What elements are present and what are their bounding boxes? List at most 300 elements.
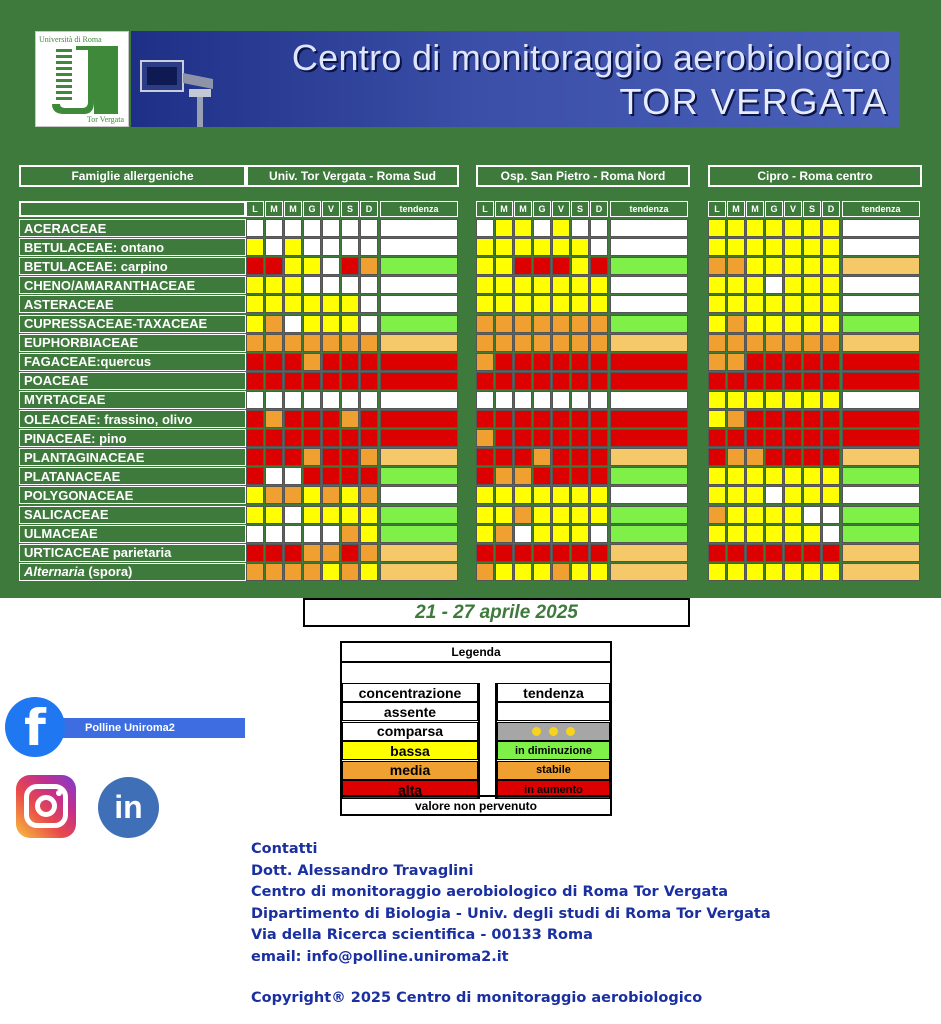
level-row [476, 506, 688, 524]
level-cell [822, 219, 840, 237]
level-cell [246, 486, 264, 504]
level-cell [246, 295, 264, 313]
level-cell [533, 486, 551, 504]
level-row [476, 391, 688, 409]
family-name: CUPRESSACEAE-TAXACEAE [24, 316, 208, 331]
trend-cell [842, 448, 920, 466]
level-cell [571, 467, 589, 485]
level-cell [303, 429, 321, 447]
level-cell [552, 544, 570, 562]
level-row [476, 448, 688, 466]
level-cell [360, 219, 378, 237]
level-cell [727, 315, 745, 333]
level-cell [784, 410, 802, 428]
day-header: L [476, 201, 494, 217]
level-cell [514, 563, 532, 581]
level-row [476, 410, 688, 428]
legend-level: media [342, 761, 478, 780]
family-name: POLYGONACEAE [24, 487, 134, 503]
level-cell [708, 544, 726, 562]
level-cell [571, 525, 589, 543]
day-header-row [476, 201, 688, 217]
level-cell [246, 467, 264, 485]
level-row [476, 276, 688, 294]
level-cell [571, 391, 589, 409]
level-cell [284, 315, 302, 333]
level-cell [822, 525, 840, 543]
level-cell [727, 506, 745, 524]
level-row [708, 372, 920, 390]
trend-cell [842, 372, 920, 390]
family-row-label [19, 467, 246, 485]
level-row [246, 372, 458, 390]
level-cell [303, 334, 321, 352]
level-cell [495, 486, 513, 504]
level-cell [822, 486, 840, 504]
level-cell [571, 372, 589, 390]
level-cell [784, 486, 802, 504]
level-cell [284, 525, 302, 543]
level-row [708, 295, 920, 313]
level-cell [514, 295, 532, 313]
trend-cell [842, 257, 920, 275]
level-cell [552, 410, 570, 428]
level-cell [341, 238, 359, 256]
contacts-heading: Contatti [251, 841, 318, 857]
family-name: ASTERACEAE [24, 296, 114, 312]
day-header: G [533, 201, 551, 217]
level-cell [803, 467, 821, 485]
level-cell [533, 448, 551, 466]
level-cell [322, 334, 340, 352]
level-cell [284, 410, 302, 428]
facebook-link[interactable]: Polline Uniroma2 [60, 718, 245, 738]
level-cell [552, 563, 570, 581]
level-row [246, 295, 458, 313]
level-cell [360, 372, 378, 390]
level-cell [765, 276, 783, 294]
level-cell [495, 276, 513, 294]
trend-header: tendenza [610, 201, 688, 217]
level-cell [784, 334, 802, 352]
level-cell [341, 448, 359, 466]
day-header: G [303, 201, 321, 217]
level-cell [360, 353, 378, 371]
trend-cell [842, 486, 920, 504]
level-cell [476, 295, 494, 313]
level-cell [514, 506, 532, 524]
level-cell [708, 391, 726, 409]
copyright: Copyright® 2025 Centro di monitoraggio aerobiologico [251, 990, 703, 1006]
level-cell [360, 391, 378, 409]
level-cell [708, 448, 726, 466]
level-cell [284, 257, 302, 275]
level-cell [360, 276, 378, 294]
level-cell [265, 257, 283, 275]
trend-cell [610, 486, 688, 504]
level-row [708, 544, 920, 562]
level-cell [727, 544, 745, 562]
legend-level: assente [342, 702, 478, 721]
level-cell [746, 429, 764, 447]
level-cell [590, 525, 608, 543]
level-row [708, 410, 920, 428]
level-cell [708, 525, 726, 543]
level-cell [727, 467, 745, 485]
level-cell [514, 410, 532, 428]
level-cell [322, 238, 340, 256]
trend-cell [610, 353, 688, 371]
level-cell [590, 334, 608, 352]
level-cell [495, 563, 513, 581]
level-cell [746, 506, 764, 524]
level-row [246, 410, 458, 428]
level-cell [765, 353, 783, 371]
level-cell [303, 372, 321, 390]
trend-cell [610, 372, 688, 390]
trend-cell [380, 219, 458, 237]
level-cell [571, 315, 589, 333]
level-cell [803, 372, 821, 390]
level-cell [495, 372, 513, 390]
level-cell [360, 295, 378, 313]
day-header: V [322, 201, 340, 217]
level-row [476, 219, 688, 237]
level-cell [341, 391, 359, 409]
level-cell [784, 315, 802, 333]
level-cell [784, 276, 802, 294]
level-cell [784, 238, 802, 256]
level-cell [727, 257, 745, 275]
level-row [476, 563, 688, 581]
title-banner [131, 31, 900, 127]
level-cell [495, 334, 513, 352]
family-row-label [19, 486, 246, 504]
level-cell [784, 257, 802, 275]
legend-trend [497, 761, 610, 780]
level-cell [533, 219, 551, 237]
level-row [708, 429, 920, 447]
level-row [708, 563, 920, 581]
trend-cell [380, 257, 458, 275]
level-cell [708, 238, 726, 256]
family-row-label [19, 525, 246, 543]
trend-cell [610, 315, 688, 333]
level-cell [322, 372, 340, 390]
level-cell [495, 391, 513, 409]
level-cell [590, 257, 608, 275]
level-cell [803, 410, 821, 428]
legend-trend-label: in diminuzione [515, 744, 592, 757]
level-row [246, 563, 458, 581]
level-cell [590, 353, 608, 371]
level-cell [822, 257, 840, 275]
level-cell [476, 467, 494, 485]
family-name: CHENO/AMARANTHACEAE [24, 277, 196, 293]
level-cell [765, 506, 783, 524]
day-header: S [341, 201, 359, 217]
level-cell [284, 238, 302, 256]
level-row [708, 467, 920, 485]
level-row [246, 353, 458, 371]
trend-cell [380, 486, 458, 504]
level-cell [322, 295, 340, 313]
level-cell [765, 391, 783, 409]
legend-level: comparsa [342, 722, 478, 741]
level-cell [495, 429, 513, 447]
family-name-suffix: (spora) [84, 564, 133, 580]
level-cell [803, 544, 821, 562]
level-row [708, 525, 920, 543]
level-cell [514, 219, 532, 237]
level-cell [360, 563, 378, 581]
level-cell [784, 219, 802, 237]
level-cell [765, 238, 783, 256]
level-cell [822, 467, 840, 485]
level-cell [571, 410, 589, 428]
level-cell [571, 238, 589, 256]
level-cell [765, 372, 783, 390]
level-cell [533, 353, 551, 371]
level-cell [803, 429, 821, 447]
level-cell [552, 448, 570, 466]
level-cell [476, 315, 494, 333]
families-header: Famiglie allergeniche [19, 165, 246, 187]
level-cell [246, 429, 264, 447]
day-header: M [284, 201, 302, 217]
level-cell [265, 525, 283, 543]
family-row-label [19, 353, 246, 371]
level-cell [284, 429, 302, 447]
trend-cell [610, 334, 688, 352]
trend-cell [610, 219, 688, 237]
station-header-1: Univ. Tor Vergata - Roma Sud [246, 165, 459, 187]
facebook-icon[interactable]: f [5, 697, 65, 757]
level-cell [514, 353, 532, 371]
day-header: M [514, 201, 532, 217]
level-row [708, 506, 920, 524]
level-cell [476, 563, 494, 581]
level-row [246, 257, 458, 275]
level-cell [360, 544, 378, 562]
family-name: BETULACEAE: ontano [24, 239, 165, 255]
level-cell [495, 238, 513, 256]
family-name: ACERACEAE [24, 220, 107, 236]
level-cell [495, 219, 513, 237]
level-row [476, 238, 688, 256]
families-subheader [19, 201, 246, 217]
level-row [246, 544, 458, 562]
level-cell [322, 410, 340, 428]
level-cell [322, 544, 340, 562]
day-header: D [360, 201, 378, 217]
level-cell [765, 315, 783, 333]
level-cell [571, 257, 589, 275]
banner-title-line2: TOR VERGATA [619, 81, 888, 122]
level-row [246, 315, 458, 333]
trend-header: tendenza [380, 201, 458, 217]
level-cell [341, 219, 359, 237]
level-cell [322, 315, 340, 333]
level-cell [303, 353, 321, 371]
level-cell [514, 238, 532, 256]
legend-level: alta [342, 780, 478, 799]
family-name: ULMACEAE [24, 526, 98, 542]
level-cell [476, 353, 494, 371]
family-row-label [19, 372, 246, 390]
level-cell [746, 391, 764, 409]
family-row-label [19, 238, 246, 256]
level-row [708, 219, 920, 237]
level-cell [303, 486, 321, 504]
level-cell [284, 219, 302, 237]
level-cell [265, 410, 283, 428]
linkedin-icon[interactable]: in [98, 777, 159, 838]
level-cell [303, 544, 321, 562]
level-cell [571, 353, 589, 371]
level-cell [476, 506, 494, 524]
legend-footer: valore non pervenuto [342, 795, 610, 814]
contact-address: Via della Ricerca scientifica - 00133 Roma [251, 927, 593, 943]
level-row [476, 544, 688, 562]
level-cell [784, 448, 802, 466]
level-cell [571, 295, 589, 313]
family-row-label [19, 563, 246, 581]
level-cell [533, 334, 551, 352]
level-cell [533, 372, 551, 390]
level-cell [246, 372, 264, 390]
level-cell [727, 525, 745, 543]
trend-cell [842, 563, 920, 581]
level-cell [590, 544, 608, 562]
level-cell [727, 276, 745, 294]
level-row [476, 429, 688, 447]
level-cell [803, 295, 821, 313]
trend-cell [380, 506, 458, 524]
level-cell [246, 563, 264, 581]
level-cell [533, 391, 551, 409]
level-cell [495, 544, 513, 562]
level-cell [322, 467, 340, 485]
level-row [246, 448, 458, 466]
date-range: 21 - 27 aprile 2025 [303, 598, 690, 627]
family-name: MYRTACEAE [24, 392, 106, 408]
day-header: M [746, 201, 764, 217]
level-row [708, 334, 920, 352]
level-row [708, 391, 920, 409]
station-header-2: Osp. San Pietro - Roma Nord [476, 165, 690, 187]
level-cell [476, 219, 494, 237]
trend-cell [380, 563, 458, 581]
trend-cell [380, 334, 458, 352]
level-cell [533, 238, 551, 256]
trend-cell [380, 372, 458, 390]
level-cell [803, 219, 821, 237]
family-row-label [19, 429, 246, 447]
level-cell [784, 525, 802, 543]
level-cell [727, 295, 745, 313]
level-cell [590, 429, 608, 447]
level-cell [265, 334, 283, 352]
level-cell [476, 391, 494, 409]
level-cell [533, 467, 551, 485]
level-cell [571, 486, 589, 504]
level-cell [514, 486, 532, 504]
level-cell [784, 353, 802, 371]
level-cell [514, 525, 532, 543]
level-cell [552, 257, 570, 275]
level-cell [303, 295, 321, 313]
level-cell [552, 276, 570, 294]
level-row [708, 486, 920, 504]
level-cell [284, 353, 302, 371]
level-cell [727, 486, 745, 504]
level-cell [322, 448, 340, 466]
level-cell [246, 506, 264, 524]
trend-cell [610, 238, 688, 256]
instagram-icon[interactable] [16, 775, 76, 838]
level-cell [803, 391, 821, 409]
level-cell [727, 448, 745, 466]
level-cell [303, 219, 321, 237]
legend-col-concentration: concentrazione [342, 683, 478, 702]
trend-cell [380, 525, 458, 543]
trend-cell [380, 315, 458, 333]
level-cell [284, 563, 302, 581]
level-cell [590, 391, 608, 409]
level-cell [822, 391, 840, 409]
trend-cell [842, 410, 920, 428]
level-cell [822, 353, 840, 371]
university-logo [35, 31, 129, 127]
level-cell [746, 448, 764, 466]
level-row [246, 276, 458, 294]
level-cell [341, 295, 359, 313]
level-cell [727, 353, 745, 371]
level-cell [284, 334, 302, 352]
legend-trend-label: stabile [536, 764, 571, 776]
level-cell [322, 219, 340, 237]
level-cell [303, 238, 321, 256]
contact-email[interactable]: email: info@polline.uniroma2.it [251, 948, 509, 965]
contacts-block [251, 839, 771, 1010]
trend-cell [842, 334, 920, 352]
level-cell [246, 410, 264, 428]
level-cell [533, 506, 551, 524]
level-row [246, 429, 458, 447]
level-row [246, 391, 458, 409]
level-cell [708, 353, 726, 371]
family-name: PINACEAE: pino [24, 430, 127, 446]
level-cell [708, 257, 726, 275]
level-cell [360, 506, 378, 524]
level-cell [727, 563, 745, 581]
level-cell [284, 295, 302, 313]
level-cell [360, 429, 378, 447]
level-cell [341, 467, 359, 485]
level-cell [822, 448, 840, 466]
level-row [246, 219, 458, 237]
level-cell [495, 257, 513, 275]
level-cell [590, 315, 608, 333]
trend-cell [380, 448, 458, 466]
level-cell [265, 563, 283, 581]
day-header: S [571, 201, 589, 217]
level-cell [303, 257, 321, 275]
level-cell [784, 506, 802, 524]
level-cell [746, 295, 764, 313]
level-cell [784, 544, 802, 562]
